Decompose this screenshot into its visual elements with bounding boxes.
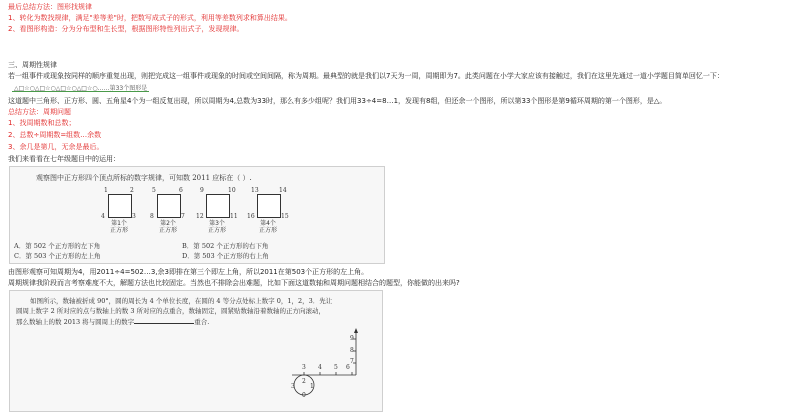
method-step-1: 1、找周期数和总数； (8, 119, 76, 127)
sq3-bl: 12 (196, 213, 204, 220)
square-2 (157, 194, 181, 218)
sq2-bl: 8 (150, 213, 154, 220)
summary-item-1: 1、转化为数找规律，满足"差等差"时，把数写成式子的形式，利用等差数列求和算出结果。 (8, 14, 292, 22)
sq1-caption: 第1个 正方形 (109, 220, 128, 234)
section-intro: 若一组事件或现象按同样的顺序重复出现，则把完成这一组事件或现象的时间或空间间隔，称为周期。最典型的就是我们以7天为一周，周期即为7。此类问题在小学大家应该有接触过，我们在这里先通过一道小学题目简单回忆一下： (8, 72, 724, 80)
sq1-tl: 1 (104, 187, 108, 194)
axis-label-9: 9 (350, 335, 354, 342)
option-d: D．第 503 个正方形的右上角 (182, 252, 269, 260)
summary-title: 最后总结方法：图形找规律 (8, 3, 92, 11)
sq3-tl: 9 (200, 187, 204, 194)
circle-label-3: 3 (291, 383, 295, 390)
square-4 (257, 194, 281, 218)
sq2-tl: 5 (152, 187, 156, 194)
summary-item-2: 2、看图形构造：分为分布型和生长型，根据图形特性列出式子，发现规律。 (8, 25, 244, 33)
method-step-3: 3、余几是第几，无余是最后。 (8, 143, 104, 151)
section-heading: 三、周期性规律 (8, 61, 57, 69)
sq4-caption: 第4个 正方形 (258, 220, 277, 234)
axis-label-5: 5 (334, 364, 338, 371)
square-1 (108, 194, 132, 218)
axis-label-3: 3 (302, 364, 306, 371)
sq1-tr: 2 (130, 187, 134, 194)
circle-label-2: 2 (302, 378, 306, 385)
sq4-tl: 13 (251, 187, 259, 194)
option-a: A．第 502 个正方形的左下角 (14, 242, 101, 250)
problem1-question: 观察图中正方形四个顶点所标的数字规律，可知数 2011 应标在（ ）. (36, 174, 252, 182)
axis-label-7: 7 (350, 358, 354, 365)
section-explain: 这道题中三角形、正方形、圆、五角星4个为一组反复出现，所以周期为4,总数为33时，那么有多少组呢？我们用33÷4=8…1，发现有8组，但还余一个图形，所以第33个图形是第9循环周期的第一个图形，是△。 (8, 97, 667, 105)
sequence-example: △□☆○△□☆○△□☆○△□☆○……第33个图形是 (14, 85, 148, 92)
method-title: 总结方法：周期问题 (8, 108, 71, 116)
sq3-caption: 第3个 正方形 (207, 220, 226, 234)
folded-number-line-figure (280, 327, 380, 409)
sq2-br: 7 (181, 213, 185, 220)
circle-label-0: 0 (302, 392, 306, 399)
problem1-panel (9, 166, 385, 264)
sq3-br: 11 (230, 213, 238, 220)
lead-text: 我们来看看在七年级题目中的运用： (8, 155, 120, 163)
sq3-tr: 10 (228, 187, 236, 194)
sq2-caption: 第2个 正方形 (158, 220, 177, 234)
problem2-panel (9, 290, 383, 412)
axis-label-6: 6 (346, 364, 350, 371)
option-b: B．第 502 个正方形的右下角 (182, 242, 269, 250)
method-step-2: 2、总数÷周期数=组数…余数 (8, 131, 102, 139)
analysis-line-1: 由图形观察可知周期为4，用2011÷4=502…3,余3即排在第三个即左上角，所以2011在第503个正方形的左上角。 (8, 268, 369, 276)
axis-label-8: 8 (350, 347, 354, 354)
sq4-tr: 14 (279, 187, 287, 194)
problem2-line-3: 那么数轴上的数 2013 将与圆周上的数字 重合. (16, 318, 210, 326)
square-3 (206, 194, 230, 218)
sq2-tr: 6 (179, 187, 183, 194)
problem2-line-1: 如图所示，数轴被折成 90°，圆的周长为 4 个单位长度，在圆的 4 等分点处标上数字 0，1，2，3．先让 (30, 297, 333, 305)
option-c: C．第 503 个正方形的左上角 (14, 252, 101, 260)
analysis-line-2: 周期规律我阶段而言考察难度不大，解题方法也比较固定。当然也不排除会出难题，比如下面这道数轴和周期问题相结合的题型，你能做的出来吗? (8, 279, 460, 287)
problem2-line-2: 圆周上数字 2 所对应的点与数轴上的数 3 所对应的点重合，数轴固定，圆紧贴数轴沿着数轴的正方向滚动， (16, 307, 326, 315)
sq4-bl: 16 (247, 213, 255, 220)
sq1-br: 3 (132, 213, 136, 220)
sq1-bl: 4 (101, 213, 105, 220)
circle-label-1: 1 (310, 383, 314, 390)
axis-label-4: 4 (318, 364, 322, 371)
sq4-br: 15 (281, 213, 289, 220)
